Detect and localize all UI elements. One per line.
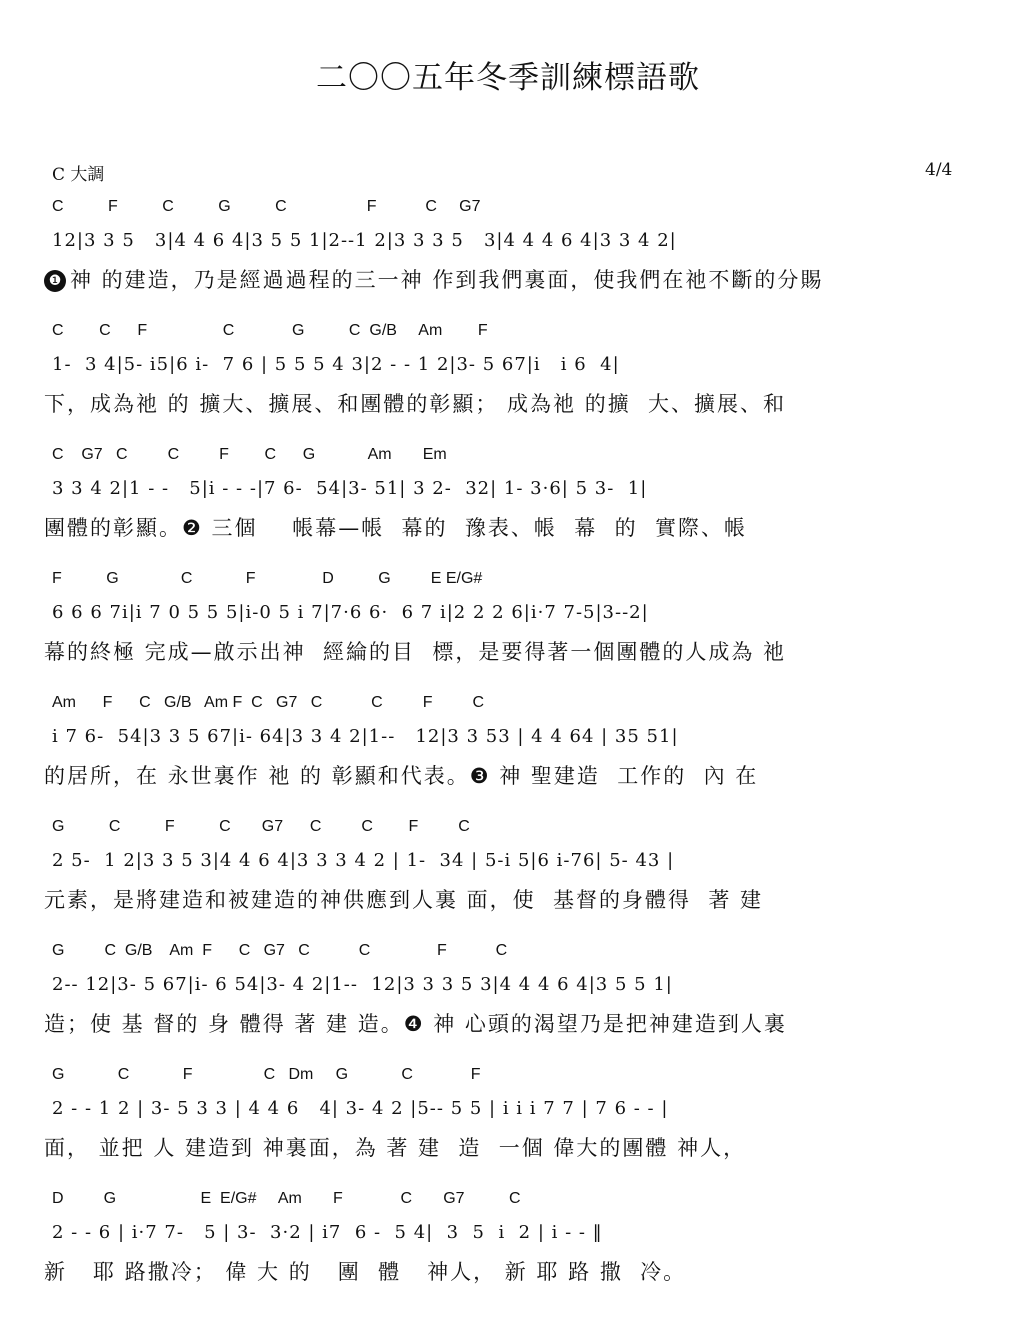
chord-line: C C F C G C G/B Am F	[52, 322, 488, 339]
notation-line: i 7 6- 54|3 3 5 67|i- 64|3 3 4 2|1-- 12|3 3 53 | 4 4 64 | 35 51|	[52, 726, 679, 747]
chord-line: C G7 C C F C G Am Em	[52, 446, 447, 463]
lyric-text: 造；使 基 督的 身 體得 著 建 造。❹ 神 心頭的渴望乃是把神建造到人裏	[44, 1012, 787, 1036]
lyric-text: 下，成為祂 的 擴大、擴展、和團體的彰顯； 成為祂 的擴 大、擴展、和	[44, 392, 787, 416]
lyric-text: 的居所，在 永世裏作 祂 的 彰顯和代表。❸ 神 聖建造 工作的 內 在	[44, 764, 759, 788]
lyric-text: 幕的終極 完成—啟示出神 經綸的目 標，是要得著一個團體的人成為 祂	[44, 640, 787, 664]
lyric-text: 團體的彰顯。❷ 三個 帳幕—帳 幕的 豫表、帳 幕 的 實際、帳	[44, 516, 747, 540]
notation-line: 2-- 12|3- 5 67|i- 6 54|3- 4 2|1-- 12|3 3 3 5 3|4 4 4 6 4|3 5 5 1|	[52, 974, 673, 995]
chord-line: G C F C G7 C C F C	[52, 818, 470, 835]
lyric-text: 新 耶 路撒冷； 偉 大 的 團 體 神人， 新 耶 路 撒 冷。	[44, 1260, 687, 1284]
chord-line: C F C G C F C G7	[52, 198, 481, 215]
lyric-text: 面， 並把 人 建造到 神裏面，為 著 建 造 一個 偉大的團體 神人，	[44, 1136, 747, 1160]
lyric-line	[44, 760, 968, 790]
notation-line: 1- 3 4|5- i5|6 i- 7 6 | 5 5 5 4 3|2 - - 1 2|3- 5 67|i i 6 4|	[52, 354, 620, 375]
lyric-line	[44, 1132, 968, 1162]
score-system-2	[44, 322, 968, 442]
notation-line: 6 6 6 7i|i 7 0 5 5 5|i-0 5 i 7|7·6 6· 6 7 i|2 2 2 6|i·7 7-5|3--2|	[52, 602, 649, 623]
lyric-line	[44, 264, 968, 294]
chord-line: G C F C Dm G C F	[52, 1066, 481, 1083]
notation-line: 2 5- 1 2|3 3 5 3|4 4 6 4|3 3 3 4 2 | 1- 34 | 5-i 5|6 i-76| 5- 43 |	[52, 850, 675, 871]
chord-line: D G E E/G# Am F C G7 C	[52, 1190, 521, 1207]
notation-line: 2 - - 1 2 | 3- 5 3 3 | 4 4 6 4| 3- 4 2 |5-- 5 5 | i i i 7 7 | 7 6 - - |	[52, 1098, 669, 1119]
lyric-text: 元素，是將建造和被建造的神供應到人裏 面，使 基督的身體得 著 建	[44, 888, 764, 912]
notation-line: 2 - - 6 | i·7 7- 5 | 3- 3·2 | i7 6 - 5 4| 3 5 i 2 | i - - ‖	[52, 1222, 603, 1243]
lyric-line	[44, 512, 968, 542]
notation-line: 3 3 4 2|1 - - 5|i - - -|7 6- 54|3- 51| 3 2- 32| 1- 3·6| 5 3- 1|	[52, 478, 648, 499]
score-system-7	[44, 942, 968, 1062]
verse-marker: ❶	[44, 270, 66, 292]
chord-line: G C G/B Am F C G7 C C F C	[52, 942, 508, 959]
chord-line: F G C F D G E E/G#	[52, 570, 483, 587]
song-title: 二〇〇五年冬季訓練標語歌	[316, 60, 700, 96]
lyric-text: 神 的建造，乃是經過過程的三一神 作到我們裏面，使我們在祂不斷的分賜	[70, 268, 824, 292]
lyric-line	[44, 1256, 968, 1286]
score-system-4	[44, 570, 968, 690]
notation-line: 12|3 3 5 3|4 4 6 4|3 5 5 1|2--1 2|3 3 3 5 3|4 4 4 6 4|3 3 4 2|	[52, 230, 677, 251]
lyric-line	[44, 884, 968, 914]
lyric-line	[44, 1008, 968, 1038]
score-system-6	[44, 818, 968, 938]
time-signature: 4/4	[925, 160, 953, 180]
lyric-line	[44, 388, 968, 418]
score-system-5	[44, 694, 968, 814]
lyric-line	[44, 636, 968, 666]
score-system-8	[44, 1066, 968, 1186]
chord-line: Am F C G/B Am F C G7 C C F C	[52, 694, 485, 711]
score-system-9	[44, 1190, 968, 1310]
key-signature: C 大調	[52, 165, 105, 185]
score-system-3	[44, 446, 968, 566]
score-system-1	[44, 198, 968, 318]
